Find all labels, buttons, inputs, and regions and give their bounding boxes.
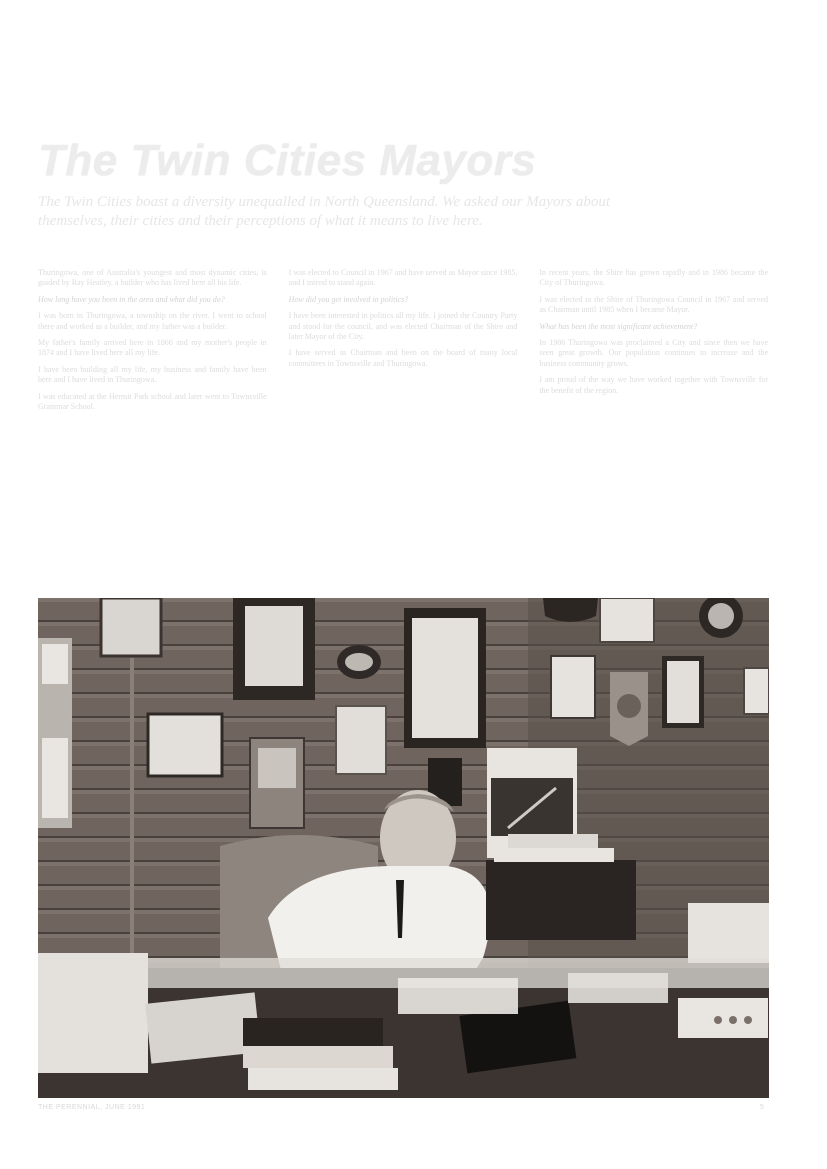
column-1 <box>38 268 267 598</box>
crest-shield <box>543 598 598 622</box>
file-cabinet <box>486 860 636 940</box>
page-number: 5 <box>760 1104 764 1111</box>
article-title: The Twin Cities Mayors <box>38 136 537 185</box>
desk-box <box>678 998 768 1038</box>
interview-question: How did you get involved in politics? <box>288 294 409 304</box>
framed-certificate <box>148 714 222 776</box>
paragraph: I was born in Thuringowa, a township on the river. I went to school there and worked as a builder, and my father was a builder. <box>38 311 267 331</box>
framed-certificate <box>600 598 654 642</box>
paper-stack <box>38 953 148 1073</box>
paper-stack <box>688 903 769 963</box>
paragraph: My father's family arrived here in 1866 and my mother's people in 1874 and I have lived here all my life. <box>38 338 267 358</box>
paragraph: I was educated at the Hermit Park school and later went to Townsville Grammar School. <box>38 391 267 412</box>
interview-question: What has been the most significant achievement? <box>539 321 698 331</box>
mayor-office-photo <box>38 598 769 1098</box>
column-2 <box>289 268 518 598</box>
column-3 <box>539 268 768 598</box>
book <box>243 1018 383 1046</box>
paragraph: In recent years, the Shire has grown rapidly and in 1986 became the City of Thuringowa. <box>539 268 769 288</box>
framed-certificate <box>551 656 595 718</box>
paragraph: Thuringowa, one of Australia's youngest and most dynamic cities, is guided by Ray Heatley, a builder who has lived here all his life. <box>38 268 267 288</box>
paragraph: In 1986 Thuringowa was proclaimed a City and since then we have seen great growth. Our population continues to increase and the business community grows. <box>539 338 769 368</box>
interview-question: How long have you been in the area and what did you do? <box>38 294 225 304</box>
article-body <box>38 268 768 598</box>
paragraph: I have served as Chairman and been on the board of many local committees in Townsville and Thuringowa. <box>288 348 518 368</box>
framed-certificate <box>101 598 161 656</box>
framed-certificate <box>336 706 386 774</box>
photo-illustration <box>38 598 769 1098</box>
article-subtitle: The Twin Cities boast a diversity unequalled in North Queensland. We asked our Mayors about themselves, their cities and their perceptions of what it means to live here. <box>38 194 611 229</box>
paragraph: I have been interested in politics all my life. I joined the Country Party and stood for the council, and was elected Chairman of the Shire and later Mayor of the City. <box>288 311 518 342</box>
paragraph: I am proud of the way we have worked together with Townsville for the benefit of the region. <box>539 375 769 395</box>
paragraph: I was elected to Council in 1967 and have served as Mayor since 1985, and I intend to stand again. <box>288 268 518 288</box>
footer-publication: THE PERENNIAL, JUNE 1991 <box>38 1104 146 1111</box>
paragraph: I was elected to the Shire of Thuringowa Council in 1967 and served as Chairman until 1985 when I became Mayor. <box>539 294 769 315</box>
paragraph: I have been building all my life, my business and family have been here and I have lived in Thuringowa. <box>38 364 267 385</box>
